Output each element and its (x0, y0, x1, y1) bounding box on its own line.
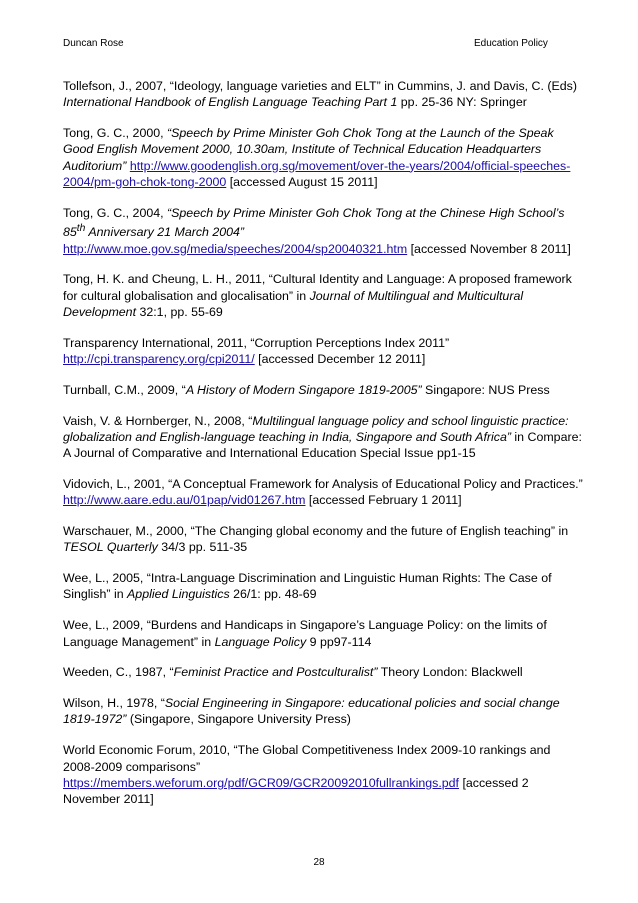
reference-text: Theory London: Blackwell (377, 665, 523, 680)
reference-text: Tollefson, J., 2007, “Ideology, language varieties and ELT” in Cummins, J. and Davis, C. (Eds) (63, 79, 577, 93)
reference-entry (63, 476, 583, 509)
reference-text: Tong, G. C., 2004, (63, 205, 168, 220)
reference-text: pp. 25-36 NY: Springer (397, 95, 527, 110)
reference-text: Wilson, H., 1978, “ (63, 696, 165, 711)
reference-entry (63, 382, 583, 398)
reference-entry (63, 695, 583, 728)
italic-title-text: “Speech by Prime Minister Goh Chok Tong at the Chinese High School’s 85 (63, 205, 565, 240)
reference-text: (Singapore, Singapore University Press) (126, 712, 351, 727)
italic-title-text: A History of Modern Singapore 1819-2005” (185, 382, 422, 397)
reference-list (63, 78, 583, 822)
reference-link[interactable]: http://www.goodenglish.org.sg/movement/over-the-years/2004/official-speeches-2004/pm-goh-chok-tong-2000 (63, 158, 571, 189)
italic-title-text: Multilingual language policy and school linguistic practice: globalization and English-language teaching in India, Singapore and South Africa” (63, 413, 569, 444)
page-number: 28 (313, 857, 325, 868)
italic-title-text: TESOL Quarterly (63, 540, 158, 555)
reference-entry (63, 78, 583, 111)
reference-text: [accessed December 12 2011] (254, 351, 426, 366)
reference-text: Vidovich, L., 2001, “A Conceptual Framework for Analysis of Educational Policy and Practices.” (63, 476, 583, 491)
reference-text: Tong, H. K. and Cheung, L. H., 2011, “Cultural Identity and Language: A proposed framework for cultural globalisation and glocalisation” in (63, 272, 572, 303)
reference-text: Wee, L., 2005, “Intra-Language Discrimination and Linguistic Human Rights: The Case of Singlish” in (63, 571, 552, 602)
reference-text: Wee, L., 2009, “Burdens and Handicaps in Singapore’s Language Policy: on the limits of Language Management” in (63, 618, 547, 649)
italic-title-text: “Speech by Prime Minister Goh Chok Tong at the Launch of the Speak Good English Movement 2000, 10.30am, Institute of Technical Education Headquarters Auditorium” (63, 126, 554, 173)
reference-text: World Economic Forum, 2010, “The Global Competitiveness Index 2009-10 rankings and 2008-2009 comparisons” (63, 743, 551, 774)
reference-entry (63, 413, 583, 462)
reference-text: Warschauer, M., 2000, “The Changing global economy and the future of English teaching” in (63, 524, 569, 539)
reference-text: Transparency International, 2011, “Corruption Perceptions Index 2011” (63, 335, 450, 350)
italic-title-text: Journal of Multilingual and Multicultural Development (63, 288, 524, 319)
italic-title-text: International Handbook of English Language Teaching Part 1 (63, 95, 398, 110)
italic-title-text: Social Engineering in Singapore: educational policies and social change 1819-1972” (63, 696, 560, 727)
reference-link[interactable]: https://members.weforum.org/pdf/GCR09/GCR20092010fullrankings.pdf (63, 775, 460, 790)
italic-title-text: Anniversary 21 March 2004” (85, 225, 245, 240)
reference-text: [accessed November 8 2011] (407, 241, 571, 256)
reference-text: in Compare: A Journal of Comparative and International Education Special Issue pp1-15 (63, 429, 582, 461)
reference-text: 9 pp97-114 (306, 634, 372, 649)
reference-link[interactable]: http://www.moe.gov.sg/media/speeches/2004/sp20040321.htm (63, 241, 408, 256)
reference-text: Tong, G. C., 2000, (63, 126, 168, 141)
reference-text: [accessed 2 November 2011] (63, 775, 529, 807)
reference-entry (63, 617, 583, 650)
reference-text: [accessed August 15 2011] (226, 174, 378, 189)
reference-entry (63, 742, 583, 807)
reference-entry (63, 271, 583, 320)
reference-text: 34/3 pp. 511-35 (157, 540, 248, 555)
reference-entry (63, 570, 583, 603)
reference-entry (63, 205, 583, 257)
reference-entry (63, 335, 583, 368)
reference-entry (63, 664, 583, 680)
reference-text: Singapore: NUS Press (421, 382, 550, 397)
reference-text: Weeden, C., 1987, “ (63, 665, 174, 680)
italic-title-text: Applied Linguistics (127, 587, 230, 602)
reference-text: Vaish, V. & Hornberger, N., 2008, “ (63, 413, 253, 428)
reference-link[interactable]: http://cpi.transparency.org/cpi2011/ (63, 351, 255, 366)
running-header-subject: Education Policy (474, 38, 548, 49)
reference-entry (63, 523, 583, 556)
italic-title-text: Language Policy (214, 634, 307, 649)
italic-title-text: Feminist Practice and Postculturalist” (173, 665, 378, 680)
reference-entry (63, 125, 583, 190)
reference-text: Turnball, C.M., 2009, “ (63, 382, 186, 397)
reference-text: 32:1, pp. 55-69 (136, 304, 223, 319)
reference-link[interactable]: http://www.aare.edu.au/01pap/vid01267.htm (63, 493, 306, 508)
superscript-text: th (76, 223, 86, 235)
running-header-author: Duncan Rose (63, 38, 124, 49)
reference-text: [accessed February 1 2011] (305, 493, 462, 508)
reference-text: 26/1: pp. 48-69 (229, 587, 317, 602)
